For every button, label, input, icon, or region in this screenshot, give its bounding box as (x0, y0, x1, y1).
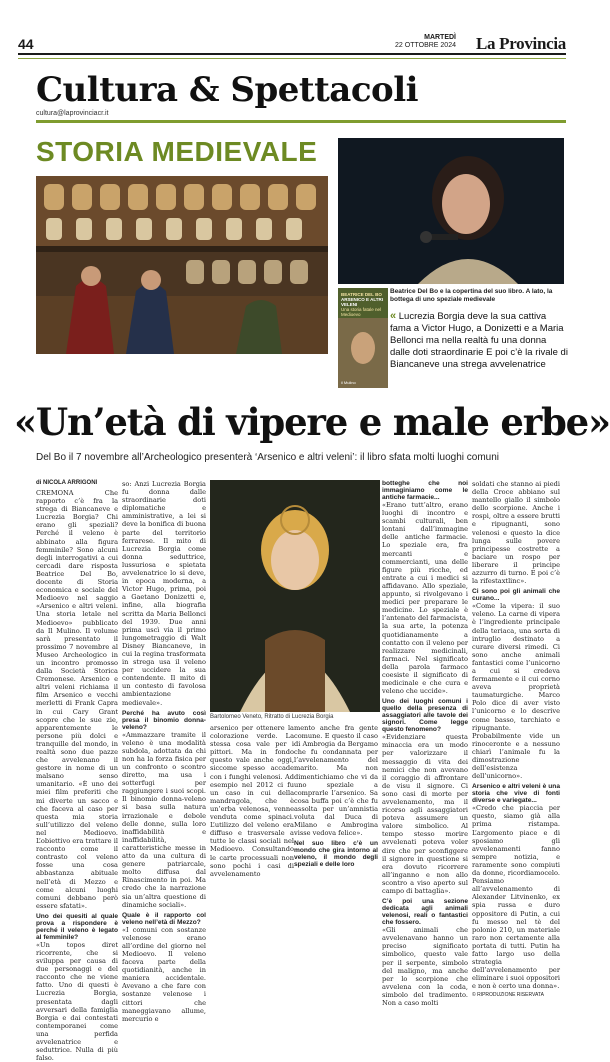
article-column-1 (36, 489, 118, 1062)
article-column-6 (472, 480, 560, 999)
col2-answer-2: «I comuni con sostanze velenose erano all’ordine del giorno nel Medioevo. Il veleno faceva parte della quotidianità, anche in maniera accidentale. Avevano a che fare con sostanze velenose i cittori che maneggiavano allume, mercurio e (122, 925, 206, 1023)
col5-answer-2: «Gli animali che avvelenavano hanno un preciso significato simbolico, questo vale per il serpente, simbolo del maligno, ma anche per lo scorpione che avvelena con la coda, simbolo del tradimento. Non a caso molti (382, 926, 468, 1007)
pull-quote-text: Lucrezia Borgia deve la sua cattiva fama a Victor Hugo, a Donizetti e a Maria Bellonci ma nella realtà fu una donna dalle doti straordinarie E poi c’è la rivale di Biancaneve una strega avvelenatrice (390, 311, 568, 370)
col1-answer: «Un topos diret ricorrente, che si sviluppa per causa di due personaggi e del racconto che ne viene fatto. Uno di questi è Lucrezia Borgia, presentata dagli avversari della famiglia Borgia e dai contestati contemporanei come una perfida avvelenatrice e seduttrice. Nulla di più falso. (36, 940, 118, 1062)
byline: di NICOLA ARRIGONI (36, 480, 98, 486)
col2-question-2: Quale è il rapporto col veleno nell’età di Mezzo? (122, 911, 206, 926)
col5-question-2: Uno dei luoghi comuni i quello della presenza di assaggiatori alle tavole dei signori. Come legge questo fenomeno? (382, 698, 468, 734)
pull-quote (390, 310, 568, 371)
article-column-5 (382, 480, 468, 1007)
signoff: © RIPRODUZIONE RISERVATA (472, 992, 544, 999)
section-rule (36, 120, 566, 123)
section-title: Cultura & Spettacoli (36, 70, 419, 110)
col5-answer: «Evidenziare questa minaccia era un modo per valorizzare il messaggio di vita dei nemici che non avevano il coraggio di affrontare de visu il signore. Ci sono casi di morte per avvelenamento, ma il ricorso agli assaggiatori poteva assumere un valore simbolico. Al tempo stesso morire avvelenati poteva voler dire che per sconfiggere il signore in questione si era dovuto ricorrere all’inganno e non allo scontro a viso aperto sul campo di battaglia». (382, 733, 468, 896)
col6-question: Ci sono poi gli animali che curano... (472, 588, 560, 603)
col2-answer: «Ammazzare tramite il veleno è una modalità subdola, adottata da chi non ha la forza fisica per un confronto o scontro diretto, ma usa i sotterfugi per raggiungere i suoi scopi. Il binomio donna-veleno si basa sulla natura irrazionale e debole delle donne, sulla loro inaffidabilità e inaffidabilità, caratteristiche messe in atto da una cultura di genere patriarcale, molto diffusa dal Rinascimento in poi. Ma credo che la narrazione sia un’altra questione di dinamiche sociali». (122, 730, 206, 909)
col3-text: arsenico per ottenere la colorazione verde. La stessa cosa vale per i pittori. Ma in fondo questo vale anche oggi, siccome spesso accade con i funghi velenosi. Ad esempio nel 2012 ci fu un caso in cui della mandragola, che è un’erba velenosa, venne venduta come spinaci. L’utilizzo del veleno era diffuso e trasversale a tutte le classi sociali nel Medioevo. Consultando le carte processuali non sono pochi i casi di avvelenamento (210, 724, 294, 878)
kicker-title: STORIA MEDIEVALE (36, 136, 318, 167)
lucrezia-portrait-svg (210, 480, 380, 712)
header-rule (18, 53, 566, 55)
apothecary-painting (36, 176, 328, 354)
book-publisher: il Mulino (341, 380, 356, 385)
book-subtitle: Una storia fatale nel Medioevo (341, 307, 382, 317)
author-photo-svg (338, 138, 564, 284)
col6-answer-2: «Credo che piaccia per questo, siamo già alla prima ristampa. L’argomento piace e di sposiamo gli avvelenamenti fanno sempre notizia, e raramente sono compiuti da donne, ricordiamocelo. Pensiamo all’avvelenamento di Alexander Litvinenko, ex spia russa e duro oppositore di Putin, a cui fu messo nel tè del polonio 210, un materiale raro non certamente alla portata di tutti. Putin ha fatto largo uso della strategia dell’avvelenamento per eliminare i suoi oppositori e non è certo una donna». (472, 804, 560, 991)
col1-question: Uno dei quesiti al quale prova a rispondere è perché il veleno è legato al femminile? (36, 912, 118, 941)
col5-question-3: C’è poi una sezione dedicata agli animali velenosi, reali o fantastici che fossero. (382, 898, 468, 927)
book-title: ARSENICO E ALTRI VELENI (341, 297, 384, 307)
col2-text: so: Anzi Lucrezia Borgia fu donna dalle straordinarie doti diplomatiche e amministrative, a lei si deve la bonifica di buona parte del territorio ferrarese. Il mito di Lucrezia Borgia come donna seduttrice, lussuriosa e spietata avvelenatrice lo si deve, in epoca moderna, a Victor Hugo, prima, poi a Gaetano Donizetti e, infine, alla biografia scritta da Maria Bellonci del 1939. Due anni prima uscì via il primo lungometraggio di Walt Disney Biancaneve, in cui la regina trasformata in strega usa il veleno per uccidere la sua contendente. Il mito di un contesto di favolosa ambientazione medievale». (122, 480, 206, 707)
article-column-4 (294, 724, 378, 869)
author-photo (338, 138, 564, 284)
book-cover (338, 288, 388, 388)
col2-question: Perché ha avuto così presa il binomio donna-veleno? (122, 709, 206, 731)
issue-date-text: 22 OTTOBRE 2024 (395, 42, 456, 49)
col1-text: CREMONA Che rapporto c’è fra la strega di Biancaneve e Lucrezia Borgia? Chi erano gli speziali? Perché il veleno è abbinato alla figura femminile? Sono alcuni degli interrogativi a cui cercadi dare risposta Beatrice Del Bo, docente di Storia economica e sociale del Medioevo nel saggio «Arsenico e altri veleni. Una storia letale nel Medioevo» pubblicato da Il Mulino. Il volume sarà presentato il prossimo 7 novembre al Museo Archeologico in un incontro promosso dalla Società Storica Cremonese. Arsenico e altri veleni richiama il film Arsenico e vecchi merletti di Frank Capra in cui Cary Grant scopre che le sue zie, apparentemente le persone più dolci e tranquille del mondo, in realtà sono due pazze che avvelenano il gestore in nome di un malsano senso umanitario. «È uno dei miei film preferiti che mi diverte un sacco e che faceva al caso per questa mia storia sull’utilizzo del veleno nel Medioevo. L’obiettivo era trattare il racconto come il contrasto col veleno fosse una cosa abbastanza abituale nell’età di Mezzo e come alcuni luoghi comuni debbano però essere sfatati». (36, 489, 118, 910)
col5-text: «Erano tutt’altro, erano luoghi di incontro e scambi culturali, ben lontani dall’immagine delle antiche farmacie. Lo speziale era, fra mercanti e commercianti, una delle figure più ricche, ed entrate a cui i medici si affidavano. Allo speziale, appunto, si rivolgevano i medici per preparare le medicine. Lo speziale è l’antenato del farmacista, la sua arte, la potenza quotidianamente a contatto con il veleno per realizzare medicinali, farmaci. Nel significato della parola farmaco coesiste il significato di medicinale e che cura e veleno che uccide». (382, 501, 468, 696)
quote-mark-icon: « (390, 310, 397, 322)
page-number: 44 (18, 36, 34, 52)
book-author: BEATRICE DEL BO (341, 292, 382, 297)
col6-question-2: Arsenico e altri veleni è una storia che vive di fonti diverse e variegate... (472, 783, 560, 805)
newspaper-masthead: La Provincia (475, 34, 566, 53)
lucrezia-portrait (210, 480, 380, 712)
col5-question: botteghe che noi immaginiamo come le antiche farmacie... (382, 480, 468, 501)
issue-day: MARTEDÌ (424, 34, 456, 41)
apothecary-painting-svg (36, 176, 328, 354)
col4-text: mento anche fra gente comune. E questo il caso di Ambrogia da Bergamo che fu condannata per l’avvelenamento del marito. Ma non dimentichiamo che vi da uno speziale a comprarle l’arsenico. Sa cosa buffa poi c’è che fu assolta per un’amnistia voluta dal Duca di Milano e Ambrogina visse vedova felice». (294, 724, 378, 838)
article-column-2 (122, 480, 206, 1023)
article-subhead: Del Bo il 7 novembre all’Archeologico presenterà ‘Arsenico e altri veleni’: il libro sfata molti luoghi comuni (36, 452, 499, 463)
col6-answer: «Come la vipera: il suo veleno. La carne di vipera è l’ingrediente principale della teriaca, una sorta di intruglio destinato a curare diversi rimedi. Ci sono anche animali fantastici come l’unicorno a cui si credeva fermamente e il cui corno aveva proprietà taumaturgiche. Marco Polo dice di aver visto l’unicorno e lo descrive come basso, tarchiato e ripugnante. Probabilmente vide un rinoceronte e a nessuno chiarì l’animale fu la dimostrazione dell’esistenza dell’unicorno». (472, 602, 560, 781)
col6-text: soldati che stanno ai piedi della Croce abbiano sul mantello giallo il simbolo dello scorpione. Anche i rospi, oltre a essere brutti e ripugnanti, sono velenosi e questo la dice lunga sulle povere principesse costrette a baciare un rospo per liberare il principe azzurro di turno. E poi c’è la rifestaxtlinc». (472, 480, 560, 586)
header-rule-accent (18, 58, 566, 59)
portrait-caption: Bartolomeo Veneto, Ritratto di Lucrezia Borgia (210, 714, 334, 720)
col4-question: Nel suo libro c’è un mondo che gira intorno al veleno, il mondo degli speziali e delle loro (294, 840, 378, 869)
article-headline: «Un’età di vipere e male erbe» (14, 400, 610, 444)
section-email: cultura@laprovinciacr.it (36, 110, 109, 117)
issue-date (395, 34, 456, 50)
photo-caption: Beatrice Del Bo e la copertina del suo libro. A lato, la bottega di uno speziale medievale (390, 288, 553, 303)
article-column-3 (210, 724, 294, 878)
